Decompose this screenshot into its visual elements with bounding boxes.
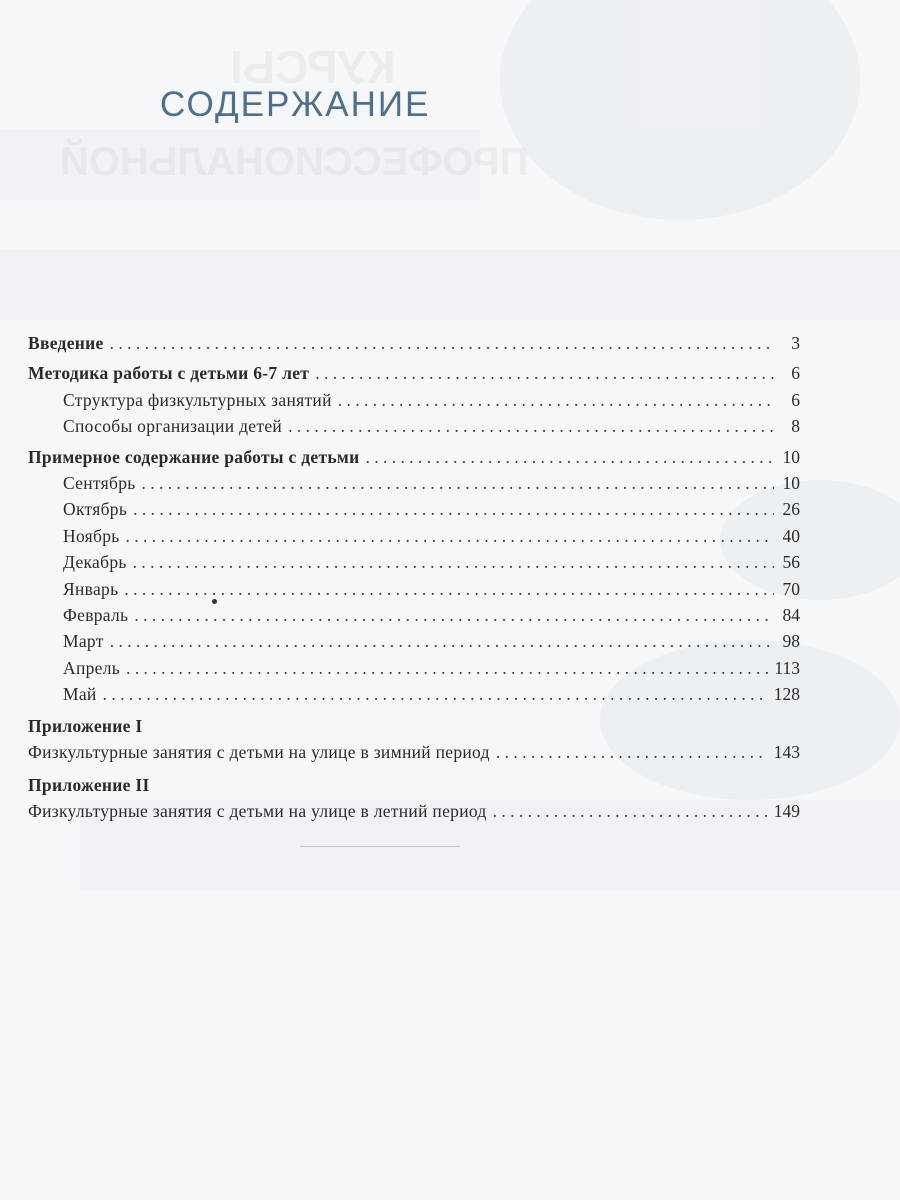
footer-rule — [300, 846, 460, 847]
toc-entry[interactable] — [28, 602, 800, 628]
toc-entry[interactable] — [28, 496, 800, 522]
toc-entry-page-number: 10 — [782, 446, 800, 467]
appendix-entry[interactable] — [28, 739, 800, 765]
toc-entry[interactable] — [28, 387, 800, 413]
toc-leader-dots — [110, 628, 774, 654]
toc-entry-label: Декабрь — [63, 552, 127, 573]
toc-leader-dots — [126, 655, 768, 681]
toc-entry-page-number: 26 — [782, 499, 800, 520]
toc-leader-dots — [496, 739, 768, 765]
toc-leader-dots — [110, 330, 774, 356]
toc-entry-page-number: 113 — [774, 657, 800, 678]
toc-entry[interactable] — [28, 330, 800, 356]
toc-entry-label: Март — [63, 631, 104, 652]
toc-leader-dots — [133, 549, 774, 575]
toc-entry-page-number: 56 — [782, 552, 800, 573]
toc-entry-label: Введение — [28, 333, 104, 353]
toc-leader-dots — [142, 470, 774, 496]
toc-leader-dots — [315, 360, 774, 386]
toc-entry-label: Сентябрь — [63, 472, 136, 493]
page-title: СОДЕРЖАНИЕ — [160, 85, 431, 125]
appendix-entry-page-number: 143 — [773, 742, 800, 763]
appendix-heading: Приложение I — [28, 716, 143, 737]
toc-entry-page-number: 3 — [791, 333, 800, 353]
toc-entry-page-number: 10 — [782, 472, 800, 493]
toc-entries — [28, 330, 800, 707]
ink-speck — [212, 599, 217, 604]
toc-entry-page-number: 70 — [782, 578, 800, 599]
toc-appendices — [28, 713, 800, 824]
appendix-entry-label: Физкультурные занятия с детьми на улице в зимний период — [28, 742, 490, 763]
toc-leader-dots — [493, 798, 768, 824]
toc-entry-label: Структура физкультурных занятий — [63, 389, 332, 410]
toc-entry-page-number: 40 — [782, 525, 800, 546]
toc-entry-label: Апрель — [63, 657, 121, 678]
appendix-heading: Приложение II — [28, 774, 150, 795]
toc-entry[interactable] — [28, 576, 800, 602]
toc-entry-page-number: 8 — [791, 416, 800, 437]
appendix-entry-label: Физкультурные занятия с детьми на улице в летний период — [28, 800, 487, 821]
toc-leader-dots — [288, 413, 774, 439]
toc-entry-label: Февраль — [63, 604, 129, 625]
toc-entry-label: Ноябрь — [63, 525, 120, 546]
toc-entry[interactable] — [28, 360, 800, 386]
toc-entry-label: Октябрь — [63, 499, 128, 520]
toc-entry-page-number: 128 — [773, 684, 800, 705]
toc-leader-dots — [126, 523, 774, 549]
toc-entry-label: Методика работы с детьми 6-7 лет — [28, 363, 310, 384]
toc-entry[interactable] — [28, 628, 800, 654]
toc-leader-dots — [124, 576, 774, 602]
appendix-entry-page-number: 149 — [773, 800, 800, 821]
toc-entry[interactable] — [28, 523, 800, 549]
toc-entry-page-number: 6 — [791, 363, 800, 384]
table-of-contents — [28, 330, 800, 824]
toc-entry[interactable] — [28, 655, 800, 681]
toc-entry[interactable] — [28, 444, 800, 470]
toc-entry[interactable] — [28, 549, 800, 575]
toc-entry[interactable] — [28, 681, 800, 707]
toc-entry-label: Январь — [63, 578, 119, 599]
toc-entry-label: Примерное содержание работы с детьми — [28, 446, 360, 467]
appendix-entry[interactable] — [28, 798, 800, 824]
toc-entry-page-number: 84 — [782, 604, 800, 625]
toc-entry-page-number: 98 — [782, 631, 800, 652]
toc-leader-dots — [103, 681, 768, 707]
toc-leader-dots — [338, 387, 774, 413]
toc-entry[interactable] — [28, 470, 800, 496]
toc-entry-label: Май — [63, 684, 97, 705]
toc-entry-label: Способы организации детей — [63, 416, 283, 437]
toc-leader-dots — [133, 496, 774, 522]
toc-leader-dots — [134, 602, 774, 628]
toc-entry[interactable] — [28, 413, 800, 439]
toc-entry-page-number: 6 — [791, 389, 800, 410]
toc-leader-dots — [366, 444, 774, 470]
